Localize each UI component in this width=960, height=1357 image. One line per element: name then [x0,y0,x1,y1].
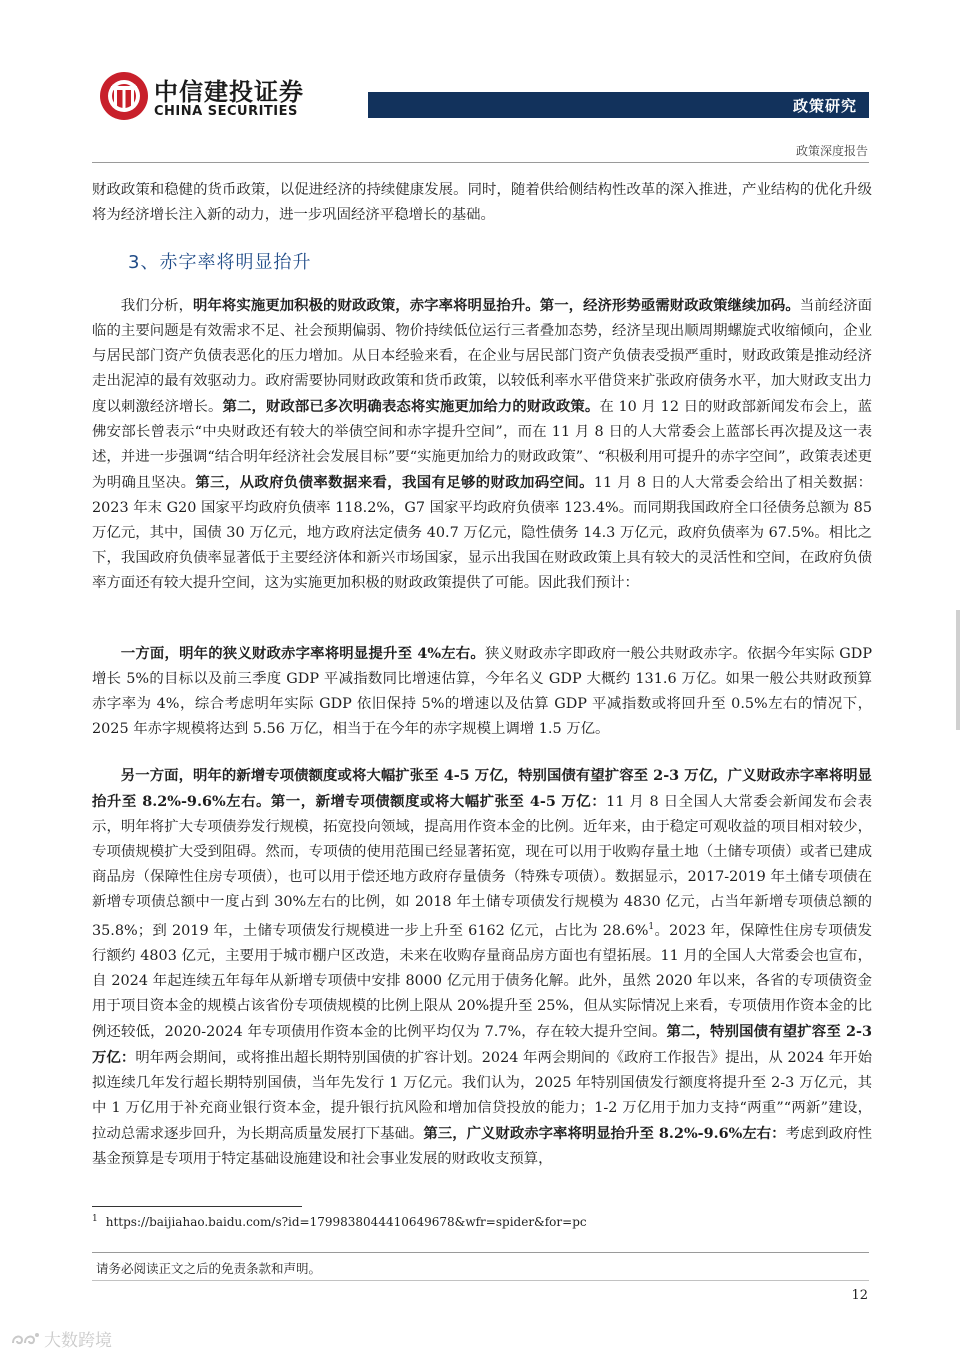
intro-paragraph: 财政政策和稳健的货币政策，以促进经济的持续健康发展。同时，随着供给侧结构性改革的深入推进，产业结构的优化升级将为经济增长注入新的动力，进一步巩固经济平稳增长的基础。 [92,182,872,223]
text-run: 狭义财政赤字即政府一般公共财政赤字。依据今年实际 GDP 增长 5%的目标以及前三季度 GDP 平减指数同比增速估算，今年名义 GDP 大概约 131.6 万亿。如果一般公共财政预算赤字率为 4%，综合考虑明年实际 GDP 依旧保持 5%的增速以及估算 GDP 平减指数或将回升至 0.5%左右的情况下，2025 年赤字规模将达到 5.56 万亿，相当于在今年的赤字规模上调增 1.5 万亿。 [92,646,872,737]
paragraph-3-block [92,763,872,1172]
text-run: 。2023 年，保障性住房专项债发行额约 4803 亿元，主要用于城市棚户区改造，未来在收购存量商品房方面也有望拓展。11 月的全国人大常委会也宣布，自 2024 年起连续五年每年从新增专项债中安排 8000 亿元用于债务化解。此外，虽然 2020 年以来，各省的专项债资金用于项目资本金的规模占该省份专项债规模的比例上限从 20%提升至 25%，但从实际情况上来看，专项债用作资本金的比例还较低，2020-2024 年专项债用作资本金的比例平均仅为 7.7%，存在较大提升空间。 [92,922,872,1040]
text-run: 在 10 月 12 日的财政部新闻发布会上，蓝佛安部长曾表示“中央财政还有较大的举债空间和赤字提升空间”，而在 11 月 8 日的人大常委会上蓝部长再次提及这一表述，并进一步强调“结合明年经济社会发展目标”要“实施更加给力的财政政策”、“积极利用可提升的赤字空间”，政策表述更为明确且坚决。 [92,399,872,491]
bold-text-run: 另一方面，明年的新增专项债额度或将大幅扩张至 4-5 万亿，特别国债有望扩容至 2-3 万亿，广义财政赤字率将明显抬升至 8.2%-9.6%左右。第一，新增专项债额度或将大幅扩张至 4-5 万亿： [92,767,872,810]
paragraph-3 [92,763,872,1172]
text-run: 明年两会期间，或将推出超长期特别国债的扩容计划。2024 年两会期间的《政府工作报告》提出，从 2024 年开始拟连续几年发行超长期特别国债，当年先发行 1 万亿元。我们认为，2025 年特别国债发行额度将提升至 2-3 万亿元，其中 1 万亿用于补充商业银行资本金，提升银行抗风险和增加信贷投放的能力；1-2 万亿用于加力支持“两重”“两新”建设，拉动总需求逐步回升，为长期高质量发展打下基础。 [92,1049,872,1142]
logo-chinese-name: 中信建投证券 [154,78,304,106]
logo-english-name: CHINA SECURITIES [154,104,298,119]
bold-text-run: 一方面，明年的狭义财政赤字率将明显提升至 4%左右。 [120,645,485,662]
footer-divider-2 [92,1280,869,1281]
footnote-link[interactable]: https://baijiahao.baidu.com/s?id=1799838044410649678&wfr=spider&for=pc [105,1215,587,1229]
text-run: 我们分析， [120,298,194,314]
company-logo [98,66,318,126]
bold-text-run: 第三，广义财政赤字率将明显抬升至 8.2%-9.6%左右： [423,1124,786,1142]
header-divider [92,162,869,163]
text-run: 11 月 8 日全国人大常委会新闻发布会表示，明年将扩大专项债券发行规模，拓宽投向领域，提高用作资本金的比例。近年来，由于稳定可观收益的项目相对较少，专项债规模扩大受到阻碍。然而，专项债的使用范围已经显著拓宽，现在可以用于收购存量土地（土储专项债）或者已建成商品房（保障性住房专项债），也可以用于偿还地方政府存量债务（特殊专项债）。数据显示，2017-2019 年土储专项债在新增专项债总额中一度占到 30%左右的比例，如 2018 年土储专项债发行规模为 4830 亿元，占当年新增专项债总额的 35.8%；到 2019 年，土储专项债发行规模进一步上升至 6162 亿元，占比为 28.6% [92,794,872,939]
page-number: 12 [851,1288,868,1303]
paragraph-2-block [92,641,872,742]
watermark-logo-icon [10,1331,40,1347]
bold-text-run: 第三，从政府负债率数据来看，我国有足够的财政加码空间。 [195,474,594,491]
intro-block [92,178,872,228]
footnote [92,1214,587,1229]
page-edge-shadow [956,610,960,730]
watermark [10,1326,112,1351]
watermark-text: 大数跨境 [44,1331,112,1351]
paragraph-1 [92,293,872,596]
footer-divider [92,1252,869,1253]
text-run: 当前经济面临的主要问题是有效需求不足、社会预期偏弱、物价持续低位运行三者叠加态势，经济呈现出顺周期螺旋式收缩倾向，企业与居民部门资产负债表恶化的压力增加。从日本经验来看，在企业与居民部门资产负债表受损严重时，财政政策是推动经济走出泥淖的最有效驱动力。政府需要协同财政政策和货币政策，以较低利率水平借贷来扩张政府债务水平，加大财政支出力度以刺激经济增长。 [92,298,872,415]
paragraph-1-block [92,293,872,596]
section-heading: 3、赤字率将明显抬升 [128,252,312,273]
bold-text-run: 第二，特别国债有望扩容至 2-3 万亿： [92,1022,872,1066]
header-banner [368,92,869,118]
section-label: 政策研究 [792,96,857,115]
paragraph-2 [92,641,872,742]
text-run: 考虑到政府性基金预算是专项用于特定基础设施建设和社会事业发展的财政收支预算， [92,1125,872,1167]
bold-text-run: 第二，财政部已多次明确表态将实施更加给力的财政政策。 [222,398,600,415]
report-type-label: 政策深度报告 [795,144,868,158]
bold-text-run: 明年将实施更加积极的财政政策，赤字率将明显抬升。第一，经济形势亟需财政政策继续加码。 [193,297,800,314]
footnote-mark: 1 [92,1214,98,1224]
text-run: 11 月 8 日的人大常委会给出了相关数据：2023 年末 G20 国家平均政府负债率 118.2%，G7 国家平均政府负债率 123.4%。而同期我国政府全口径债务总额为 85 万亿元，其中，国债 30 万亿元，地方政府法定债务 40.7 万亿元，隐性债务 14.3 万亿元，政府负债率为 67.5%。相比之下，我国政府负债率显著低于主要经济体和新兴市场国家，显示出我国在财政政策上具有较大的灵活性和空间，在政府负债率方面还有较大提升空间，这为实施更加积极的财政政策提供了可能。因此我们预计： [92,475,872,591]
citic-logo-icon [98,70,150,122]
footnote-divider [92,1206,302,1207]
footnote-reference[interactable]: 1 [648,922,655,932]
disclaimer-text: 请务必阅读正文之后的免责条款和声明。 [96,1261,322,1276]
